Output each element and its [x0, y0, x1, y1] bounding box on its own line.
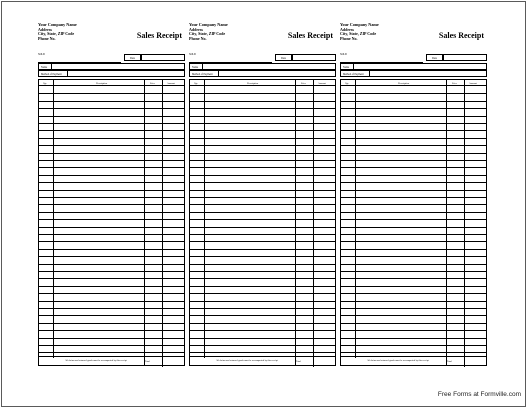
- date-label-box: [426, 54, 443, 61]
- method-row: [340, 70, 487, 77]
- col-divider-desc: [446, 80, 447, 358]
- name-row: [340, 63, 487, 70]
- method-divider: [67, 71, 68, 76]
- company-city: City, State, ZIP Code: [340, 31, 377, 37]
- sales-receipt: [340, 23, 487, 366]
- col-description: Description: [398, 81, 410, 85]
- sold-field[interactable]: [340, 56, 423, 63]
- company-address: Address: [189, 26, 203, 32]
- col-amount: Amount: [469, 81, 477, 85]
- name-label: Name: [343, 65, 350, 69]
- company-name: Your Company Name: [38, 22, 77, 27]
- sold-field[interactable]: [38, 56, 121, 63]
- sold-field[interactable]: [189, 56, 272, 63]
- name-divider: [353, 64, 354, 69]
- name-label: Name: [192, 65, 199, 69]
- col-price: Price: [452, 81, 457, 85]
- col-divider-price: [464, 80, 465, 367]
- col-divider-qty: [53, 80, 54, 358]
- method-label: Method of Payment: [41, 72, 62, 76]
- name-divider: [51, 64, 52, 69]
- method-row: [38, 70, 185, 77]
- table-footer: [190, 356, 335, 365]
- receipt-title: Sales Receipt: [438, 31, 484, 40]
- company-info: [340, 23, 379, 41]
- company-address: Address: [340, 26, 354, 32]
- footer-note: All claims and returned goods must be accompanied by this receipt: [65, 360, 127, 362]
- date-field[interactable]: [443, 54, 487, 61]
- col-divider-desc: [144, 80, 145, 358]
- col-divider-price: [313, 80, 314, 367]
- items-table: [189, 79, 336, 366]
- sold-label: SOLD: [189, 53, 196, 56]
- table-footer: [341, 356, 486, 365]
- company-phone: Phone No.: [189, 35, 207, 41]
- col-price: Price: [150, 81, 155, 85]
- date-label: Date: [281, 56, 286, 60]
- date-field[interactable]: [292, 54, 336, 61]
- company-phone: Phone No.: [340, 35, 358, 41]
- col-amount: Amount: [318, 81, 326, 85]
- receipt-title: Sales Receipt: [136, 31, 182, 40]
- col-divider-price: [162, 80, 163, 367]
- col-price: Price: [301, 81, 306, 85]
- items-table: [38, 79, 185, 366]
- sales-receipt: [189, 23, 336, 366]
- name-row: [38, 63, 185, 70]
- date-label: Date: [130, 56, 135, 60]
- footer-note: All claims and returned goods must be accompanied by this receipt: [367, 360, 429, 362]
- formville-credit: Free Forms at Formville.com: [437, 391, 521, 398]
- sold-label: SOLD: [340, 53, 347, 56]
- col-divider-qty: [355, 80, 356, 358]
- method-row: [189, 70, 336, 77]
- receipt-title: Sales Receipt: [287, 31, 333, 40]
- col-description: Description: [96, 81, 108, 85]
- company-city: City, State, ZIP Code: [189, 31, 226, 37]
- company-name: Your Company Name: [189, 22, 228, 27]
- items-table: [340, 79, 487, 366]
- company-phone: Phone No.: [38, 35, 56, 41]
- name-label: Name: [41, 65, 48, 69]
- method-label: Method of Payment: [192, 72, 213, 76]
- date-label-box: [124, 54, 141, 61]
- date-label-box: [275, 54, 292, 61]
- method-divider: [218, 71, 219, 76]
- name-divider: [202, 64, 203, 69]
- col-qty: Qty: [194, 81, 198, 85]
- sales-receipt: [38, 23, 185, 366]
- col-amount: Amount: [167, 81, 175, 85]
- total-label: Total: [145, 360, 150, 363]
- col-divider-qty: [204, 80, 205, 358]
- name-row: [189, 63, 336, 70]
- col-divider-desc: [295, 80, 296, 358]
- table-footer: [39, 356, 184, 365]
- date-field[interactable]: [141, 54, 185, 61]
- col-qty: Qty: [345, 81, 349, 85]
- company-info: [38, 23, 77, 41]
- sold-label: SOLD: [38, 53, 45, 56]
- company-info: [189, 23, 228, 41]
- col-description: Description: [247, 81, 259, 85]
- col-qty: Qty: [43, 81, 47, 85]
- company-address: Address: [38, 26, 52, 32]
- company-name: Your Company Name: [340, 22, 379, 27]
- method-divider: [369, 71, 370, 76]
- date-label: Date: [432, 56, 437, 60]
- total-label: Total: [447, 360, 452, 363]
- company-city: City, State, ZIP Code: [38, 31, 75, 37]
- total-label: Total: [296, 360, 301, 363]
- footer-note: All claims and returned goods must be accompanied by this receipt: [216, 360, 278, 362]
- method-label: Method of Payment: [343, 72, 364, 76]
